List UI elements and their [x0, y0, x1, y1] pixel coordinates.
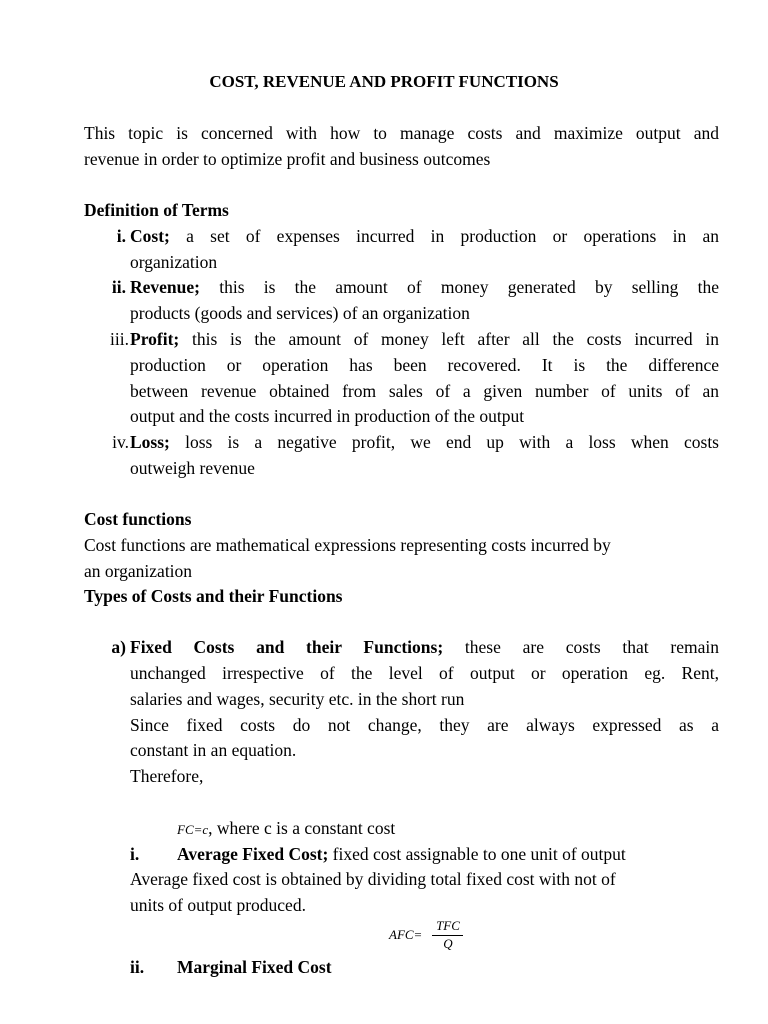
fixed-costs-line-1: Fixed Costs and their Functions; these are costs that remain [130, 637, 719, 657]
definition-number: iv. [112, 432, 129, 452]
intro-line-1: This topic is concerned with how to manage costs and maximize output and [84, 123, 719, 143]
afc-line-1: Average Fixed Cost; fixed cost assignable to one unit of output [177, 844, 626, 864]
afc-denominator: Q [443, 936, 453, 951]
fixed-costs-line-4: Since fixed costs do not change, they are always expressed as a [130, 715, 719, 735]
types-heading: Types of Costs and their Functions [84, 586, 343, 606]
definition-profit-line-4: output and the costs incurred in production of the output [130, 406, 525, 426]
afc-line-2: Average fixed cost is obtained by dividing total fixed cost with not of [130, 869, 616, 889]
definitions-heading: Definition of Terms [84, 200, 229, 220]
afc-line-3: units of output produced. [130, 895, 306, 915]
fc-equation-note: , where c is a constant cost [208, 818, 396, 838]
definition-term: Profit; [130, 329, 180, 349]
cost-functions-line-1: Cost functions are mathematical expressions representing costs incurred by [84, 535, 611, 555]
definition-number: ii. [111, 277, 126, 297]
afc-numerator: TFC [436, 918, 460, 933]
definition-term: Loss; [130, 432, 170, 452]
definition-profit-line-1: Profit; this is the amount of money left after all the costs incurred in [130, 329, 719, 349]
page-title: COST, REVENUE AND PROFIT FUNCTIONS [209, 72, 559, 91]
afc-formula-lhs: AFC= [389, 927, 423, 942]
definition-cost-line-1: Cost; a set of expenses incurred in production or operations in an [130, 226, 720, 246]
definition-cost-line-2: organization [130, 252, 218, 272]
definition-profit-line-3: between revenue obtained from sales of a given number of units of an [130, 381, 719, 401]
definition-loss-line-2: outweigh revenue [130, 458, 255, 478]
definition-revenue-line-2: products (goods and services) of an organization [130, 303, 470, 323]
definition-term: Cost; [130, 226, 170, 246]
cost-functions-heading: Cost functions [84, 509, 192, 529]
definition-profit-line-2: production or operation has been recovered. It is the difference [130, 355, 719, 375]
fixed-costs-term: Fixed Costs and their Functions; [130, 637, 444, 657]
afc-number: i. [130, 844, 140, 864]
fc-equation: FC=c [177, 822, 209, 837]
afc-term: Average Fixed Cost; [177, 844, 329, 864]
definition-term: Revenue; [130, 277, 200, 297]
fixed-costs-line-2: unchanged irrespective of the level of output or operation eg. Rent, [130, 663, 719, 683]
mfc-number: ii. [130, 957, 145, 977]
fixed-costs-line-3: salaries and wages, security etc. in the short run [130, 689, 465, 709]
fixed-cost-formula [177, 815, 395, 843]
section-label: a) [111, 637, 126, 657]
definition-number: iii. [110, 329, 129, 349]
definition-revenue-line-1: Revenue; this is the amount of money generated by selling the [130, 277, 720, 297]
fixed-costs-line-5: constant in an equation. [130, 740, 297, 760]
definition-loss-line-1: Loss; loss is a negative profit, we end up with a loss when costs [130, 432, 719, 452]
cost-functions-line-2: an organization [84, 561, 193, 581]
fixed-costs-line-6: Therefore, [130, 766, 204, 786]
definition-number: i. [116, 226, 126, 246]
mfc-heading: Marginal Fixed Cost [177, 957, 332, 977]
intro-line-2: revenue in order to optimize profit and business outcomes [84, 149, 491, 169]
